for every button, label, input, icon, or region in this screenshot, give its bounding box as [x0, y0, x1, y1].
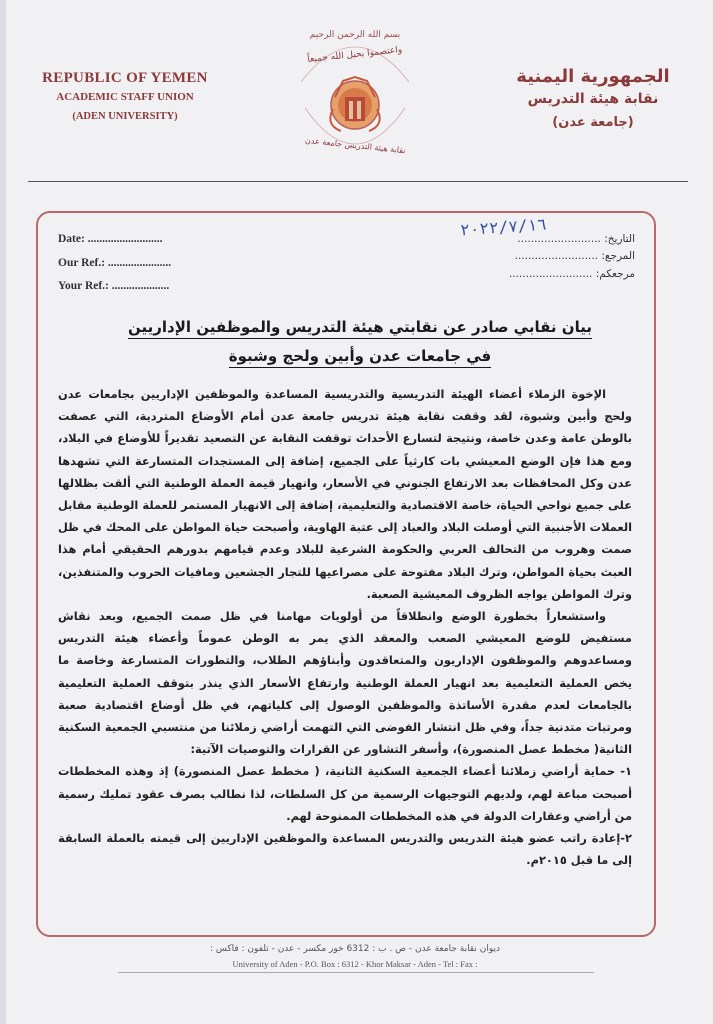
footer-address-ar: ديوان نقابة جامعة عدن - ص . ب : 6312 خور مكسر - عدن - تلفون : فاكس : [209, 944, 500, 954]
union-name-en: ACADEMIC STAFF UNION [56, 91, 194, 103]
union-emblem-icon [291, 20, 419, 170]
your-ref-field-en: Your Ref.: .................... [58, 280, 170, 292]
ref-field-ar: المرجع: ......................... [514, 250, 635, 262]
statement-title [80, 318, 640, 336]
svg-text:نقابة هيئة التدريس جامعة عدن: نقابة هيئة التدريس جامعة عدن [304, 135, 406, 156]
university-name-en: (ADEN UNIVERSITY) [72, 111, 178, 122]
footer-divider [118, 972, 594, 973]
statement-title-line2: في جامعات عدن وأبين ولحج وشبوة [229, 347, 491, 368]
footer-address-en: University of Aden - P.O. Box : 6312 - Khor Maksar - Aden - Tel : Fax : [232, 959, 478, 969]
paragraph-context: واستشعاراً بخطورة الوضع وانطلاقاً من أولويات مهامنا في ظل صمت الجميع، وبعد نقاش مستفيض للوضع المعيشي الصعب والمعقد الذي يمر به الوطن عموماً وأعضاء هيئة التدريس ومساعدوهم والموظفون الإداريون والمتعاقدون وأبناؤهم الطلاب، والتطورات المتسارعة وخاصة ما يخص العملية التعليمية بعد انهيار العملة الوطنية وارتفاع الأسعار الذي ينذر بتوقف العملية التعليمية بالجامعات لعدم مقدرة الأساتذة والموظفين الوصول إلى كلياتهم، في ظل أوضاع اقتصادية صعبة ومرتبات متدنية جداً، وفي ظل انتشار الفوضى التي التهمت أراضي زملائنا من منتسبي الجمعية السكنية الثانية( مخطط عصل المنصورة)، وأسفر التشاور عن القرارات والتوصيات الآتية: [58, 609, 632, 757]
our-ref-field-en: Our Ref.: ...................... [58, 257, 172, 269]
country-name-ar: الجمهورية اليمنية [516, 66, 670, 87]
arabic-letterhead [508, 66, 678, 130]
header-divider [28, 181, 688, 182]
english-letterhead [30, 70, 220, 122]
svg-text:واعتصموا بحبل الله جميعاً: واعتصموا بحبل الله جميعاً [306, 45, 403, 65]
country-name-en: REPUBLIC OF YEMEN [42, 70, 208, 86]
date-field-ar: التاريخ: ......................... [517, 233, 635, 245]
statement-body [58, 383, 632, 871]
date-field-en: Date: .......................... [58, 233, 163, 245]
university-name-ar: (جامعة عدن) [552, 115, 634, 130]
resolution-2: ٢-إعادة راتب عضو هيئة التدريس والتدريس المساعدة والموظفين الإداريين إلى قيمته بالعملة السابقة إلى ما قبل ٢٠١٥م. [58, 831, 632, 868]
handwritten-date: ٢٠٢٢/٧/١٦ [459, 214, 548, 240]
paragraph-intro: الإخوة الزملاء أعضاء الهيئة التدريسية والتدريسية المساعدة والموظفين الإداريين بجامعات عدن ولحج وأبين وشبوة، لقد وقفت نقابة هيئة تدريس جامعة عدن أمام الأوضاع المتردية، التي عصفت بالوطن عامة وعدن خاصة، ونتيجة لتسارع الأحداث توقفت النقابة عن التصعيد تقديراً للأوضاع في البلاد، ومع هذا فإن الوضع المعيشي بات كارثياً على الجميع، إضافة إلى المستجدات المتسارعة التي تشهدها عدن وكل المحافظات بعد الارتفاع الجنوني في الأسعار، وانهيار قيمة العملة الوطنية التي ألقت بظلالها على جميع نواحي الحياة، خاصة الاقتصادية والتعليمية، إضافة إلى الانهيار المستمر للعملة الوطنية مقابل العملات الأجنبية التي أوصلت البلاد والعباد إلى عتبة الهاوية، وأصبحت حياة المواطن على المحك في ظل صمت وهروب من التحالف العربي والحكومة الشرعية للبلاد وعدم قيامهم بدورهم الحقيقي أمام هذا العبث بحياة المواطن، وترك البلاد مفتوحة على مصراعيها للتجار الجشعين ومافيات الحروب والمتنفذين، وترك المواطن يواجه الظروف المعيشية الصعبة. [58, 387, 632, 601]
statement-title-line1: بيان نقابي صادر عن نقابتي هيئة التدريس والموظفين الإداريين [128, 318, 592, 339]
union-name-ar: نقابة هيئة التدريس [527, 91, 659, 107]
resolution-1: ١- حماية أراضي زملائنا أعضاء الجمعية السكنية الثانية، ( مخطط عصل المنصورة) إذ وهذه المخططات أصبحت مباعة لهم، ولديهم التوجيهات الرسمية من كل السلطات، لذا نطالب بصرف عقود تمليك رسمية من أراضي وعقارات الدولة في هذه المخططات الممنوحة لهم. [58, 764, 632, 823]
page-edge [0, 0, 6, 1024]
statement-subtitle [80, 347, 640, 365]
basmala-text: بسم الله الرحمن الرحيم [309, 30, 401, 40]
your-ref-field-ar: مرجعكم: ......................... [508, 268, 635, 280]
